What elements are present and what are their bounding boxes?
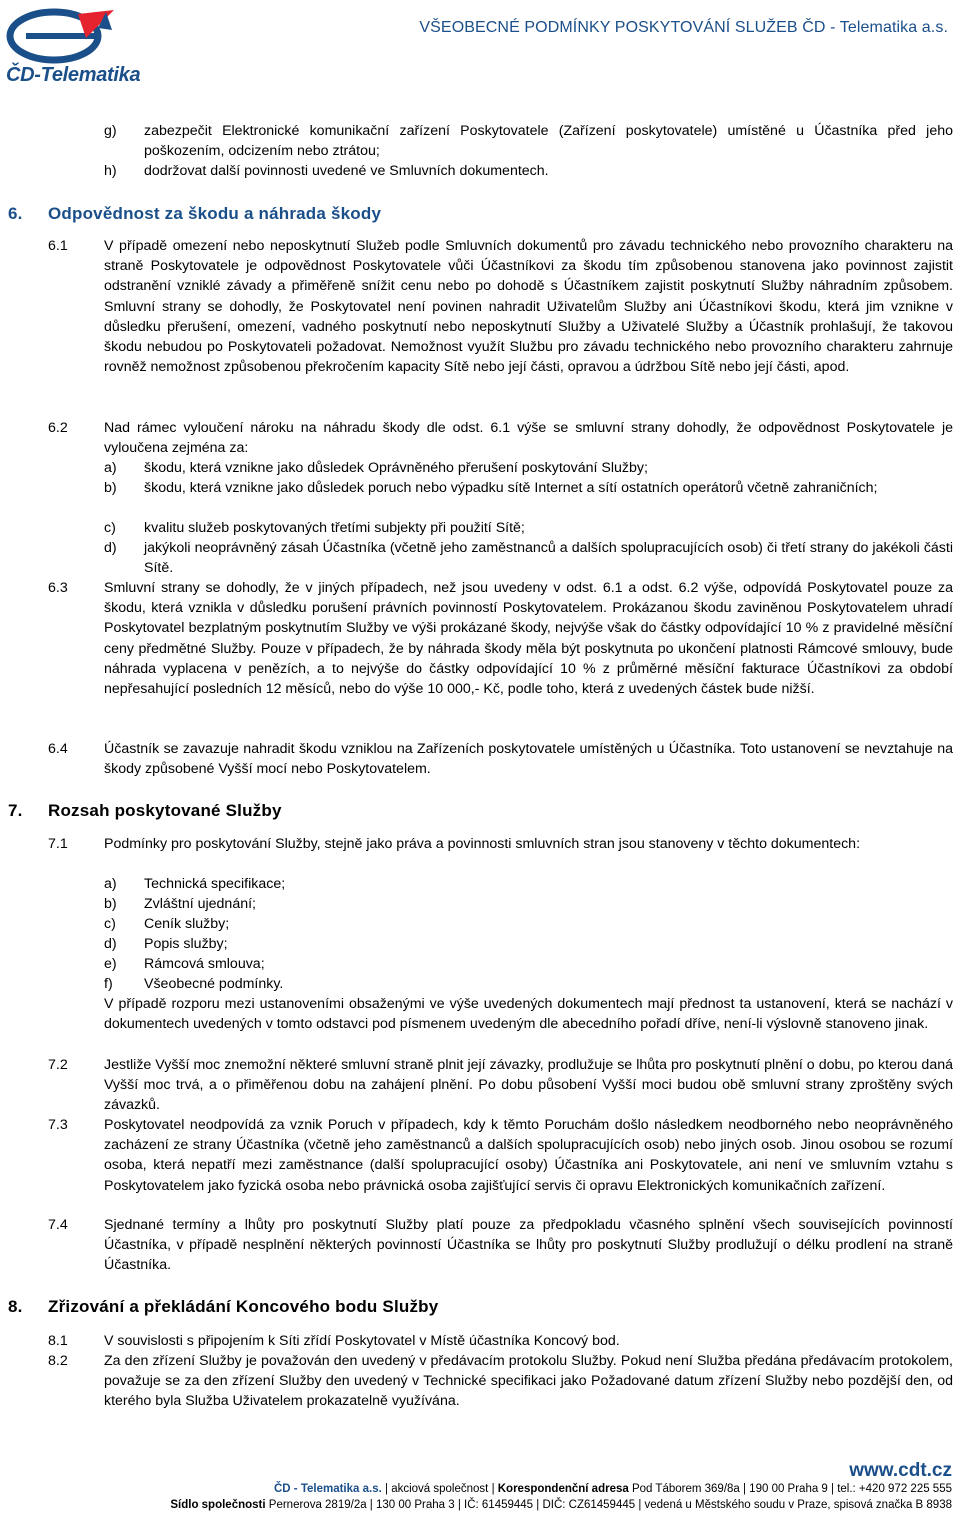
paragraph-text: V případě rozporu mezi ustanoveními obsaženými ve výše uvedených dokumentech mají přednost ta ustanovení, která se nachází v dokumentech uvedených v tomto odstavci pod písmenem uvedeným dle abecedního pořadí dříve, není-li výslovně stanoveno jinak.: [104, 996, 953, 1033]
list-text: Zvláštní ujednání;: [144, 896, 256, 912]
paragraph-text: V případě omezení nebo neposkytnutí Služeb podle Smluvních dokumentů pro závadu technického nebo provozního charakteru na straně Poskytovatele je odpovědnost Poskytovatele vůči Účastníkovi za škodu tím způsobenou stanovena jako povinnost zajistit odstranění vzniklé závady a přiměřeně snížit cenu nebo po dohodě s Účastníkem zajistit poskytnutí Služby náhradním způsobem. Smluvní strany se dohodly, že Poskytovatel není povinen nahradit Uživatelům Služby ani Účastníkovi škodu, která jim vznikne v důsledku přerušení, omezení, vadného poskytnutí nebo neposkytnutí Služby a Uživatelé Služby a Účastník prohlašují, že takovou škodu nebudou po Poskytovateli požadovat. Nemožnost využít Službu pro závadu technického nebo provozního charakteru zahrnuje rovněž nemožnost způsobenou překročením kapacity Sítě nebo její části, opravou a údržbou Sítě nebo její části, apod.: [104, 238, 953, 376]
list-text: kvalitu služeb poskytovaných třetími subjekty při použití Sítě;: [144, 520, 525, 536]
footer-seat: Pernerova 2819/2a | 130 00 Praha 3 | IČ: 61459445 | DIČ: CZ61459445 | vedená u Městského soudu v Praze, spisová značka B 8938: [268, 1499, 952, 1511]
section-title: Odpovědnost za škodu a náhrada škody: [48, 204, 382, 223]
section-heading-6: [8, 204, 381, 224]
list-text: dodržovat další povinnosti uvedené ve Smluvních dokumentech.: [144, 163, 549, 179]
paragraph-number: 6.4: [48, 741, 68, 757]
list-label: h): [104, 163, 117, 179]
list-text: škodu, která vznikne jako důsledek Oprávněného přerušení poskytování Služby;: [144, 460, 648, 476]
paragraph-number: 8.1: [48, 1333, 68, 1349]
list-text: Rámcová smlouva;: [144, 956, 265, 972]
list-label: c): [104, 520, 116, 536]
page-header: [0, 0, 960, 90]
paragraph-text: V souvislosti s připojením k Síti zřídí Poskytovatel v Místě účastníka Koncový bod.: [104, 1333, 620, 1349]
paragraph-text: Podmínky pro poskytování Služby, stejně jako práva a povinnosti smluvních stran jsou stanoveny v těchto dokumentech:: [104, 836, 861, 852]
list-label: a): [104, 876, 117, 892]
section-number: 6.: [8, 204, 23, 223]
section-heading-7: [8, 801, 282, 821]
list-text: škodu, která vznikne jako důsledek poruch nebo výpadku sítě Internet a sítí ostatních operátorů včetně zahraničních;: [144, 480, 878, 496]
section-heading-8: [8, 1297, 438, 1317]
paragraph-number: 7.2: [48, 1057, 68, 1073]
list-text: zabezpečit Elektronické komunikační zařízení Poskytovatele (Zařízení poskytovatele) umístěné u Účastníka před jeho poškozením, odcizením nebo ztrátou;: [144, 123, 953, 160]
list-text: Všeobecné podmínky.: [144, 976, 284, 992]
footer-company-type: akciová společnost: [391, 1483, 489, 1495]
logo-mark-icon: [6, 8, 156, 68]
footer-line-2: [170, 1499, 952, 1511]
list-label: b): [104, 480, 117, 496]
paragraph-number: 7.1: [48, 836, 68, 852]
list-label: d): [104, 936, 117, 952]
logo-text: ČD-Telematika: [6, 64, 141, 86]
section-title: Zřizování a překládání Koncového bodu Služby: [48, 1297, 439, 1316]
list-label: g): [104, 123, 117, 139]
list-label: b): [104, 896, 117, 912]
list-label: e): [104, 956, 117, 972]
paragraph-text: Za den zřízení Služby je považován den uvedený v předávacím protokolu Služby. Pokud není Služba předána předávacím protokolem, považuje se za den zřízení Služby den uvedený v Technické specifikaci jako Požadované datum zřízení Služby nebo pozdější den, od kterého byla Služba Uživatelem prokazatelně využívána.: [104, 1353, 953, 1410]
section-number: 8.: [8, 1297, 23, 1316]
website-link[interactable]: www.cdt.cz: [849, 1460, 952, 1481]
footer-address: Pod Táborem 369/8a | 190 00 Praha 9 | tel.: +420 972 225 555: [631, 1483, 952, 1495]
list-text: Popis služby;: [144, 936, 228, 952]
document-title: VŠEOBECNÉ PODMÍNKY POSKYTOVÁNÍ SLUŽEB ČD - Telematika a.s.: [419, 19, 948, 36]
paragraph-number: 8.2: [48, 1353, 68, 1369]
footer-seat-label: Sídlo společnosti: [170, 1499, 266, 1511]
list-label: a): [104, 460, 117, 476]
paragraph-text: Jestliže Vyšší moc znemožní některé smluvní straně plnit její závazky, prodlužuje se lhůta pro poskytnutí plnění o dobu, po kterou daná Vyšší moc trvá, a o přiměřenou dobu na zahájení plnění. Po dobu působení Vyšší moci budou obě smluvní strany zproštěny svých závazků.: [104, 1057, 953, 1114]
list-text: Ceník služby;: [144, 916, 230, 932]
paragraph-number: 6.3: [48, 580, 68, 596]
list-text: Technická specifikace;: [144, 876, 286, 892]
footer-company: ČD - Telematika a.s.: [273, 1483, 382, 1495]
paragraph-number: 6.1: [48, 238, 68, 254]
paragraph-number: 6.2: [48, 420, 68, 436]
paragraph-number: 7.3: [48, 1117, 68, 1133]
list-label: d): [104, 540, 117, 556]
paragraph-text: Smluvní strany se dohodly, že v jiných případech, než jsou uvedeny v odst. 6.1 a odst. 6.2 výše, odpovídá Poskytovatel pouze za škodu, která vznikla v důsledku porušení právních povinností Poskytovatelem. Prokázanou škodu zaviněnou Poskytovatelem uhradí Poskytovatel bezplatným poskytnutím Služby ve výši prokázané škody, nejvýše však do částky odpovídající 10 % z pravidelné měsíční ceny předmětné Služby. Pouze v případech, že by náhrada škody měla být poskytnuta po ukončení platnosti Rámcové smlouvy, bude náhrada vyplacena v penězích, a to nejvýše do částky odpovídající 10 % z průměrné měsíční fakturace Účastníkovi za období nepřesahující posledních 12 měsíců, nebo do výše 10 000,- Kč, podle toho, která z uvedených částek bude nižší.: [104, 580, 953, 698]
paragraph-text: Nad rámec vyloučení nároku na náhradu škody dle odst. 6.1 výše se smluvní strany dohodly, že odpovědnost Poskytovatele je vyloučena zejména za:: [104, 420, 953, 457]
footer-address-label: Korespondenční adresa: [497, 1483, 629, 1495]
list-label: f): [104, 976, 113, 992]
paragraph-text: Účastník se zavazuje nahradit škodu vzniklou na Zařízeních poskytovatele umístěných u Účastníka. Toto ustanovení se nevztahuje na škody způsobené Vyšší mocí nebo Poskytovatelem.: [104, 741, 953, 778]
section-title: Rozsah poskytované Služby: [48, 801, 282, 820]
list-text: jakýkoli neoprávněný zásah Účastníka (včetně jeho zaměstnanců a dalších spolupracujících osob) či třetí strany do jakékoli části Sítě.: [144, 540, 953, 577]
section-number: 7.: [8, 801, 23, 820]
company-logo: [6, 8, 156, 88]
footer-line-1: ČD - Telematika a.s. | akciová společnost | Korespondenční adresa Pod Táborem 369/8a | 190 00 Praha 9 | tel.: +420 972 225 555: [273, 1483, 952, 1495]
list-label: c): [104, 916, 116, 932]
paragraph-text: Sjednané termíny a lhůty pro poskytnutí Služby platí pouze za předpokladu včasného splnění všech souvisejících povinností Účastníka, v případě nesplnění některých povinností Účastníka se lhůty pro poskytnutí Služby prodlužují o délku prodlení na straně Účastníka.: [104, 1217, 953, 1274]
paragraph-number: 7.4: [48, 1217, 68, 1233]
paragraph-text: Poskytovatel neodpovídá za vznik Poruch v případech, kdy k těmto Poruchám došlo následkem neodborného nebo neoprávněného zacházení ze strany Účastníka (včetně jeho zaměstnanců a dalších spolupracujících osob) nebo jiných osob. Jinou osobou se rozumí osoba, která nepatří mezi zaměstnance (další spolupracující osoby) Účastníka ani Poskytovatele, ani není ve smluvním vztahu s Poskytovatelem jako fyzická osoba nebo právnická osoba zajišťující servis či opravu Elektronických komunikačních zařízení.: [104, 1117, 953, 1194]
